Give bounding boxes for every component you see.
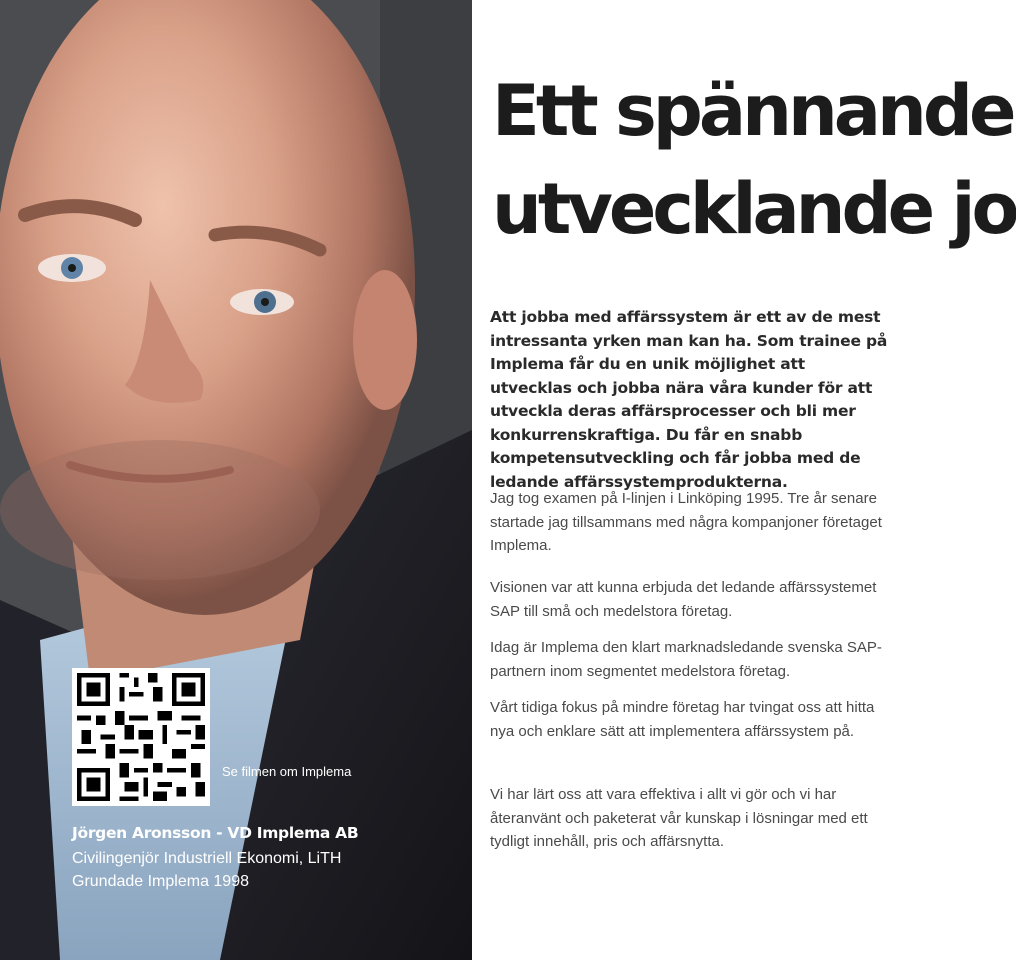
headline-line-2: utvecklande jo (492, 168, 1016, 250)
person-title: Civilingenjör Industriell Ekonomi, LiTH (72, 850, 342, 867)
body-paragraph-3: Idag är Implema den klart marknadsledande svenska SAP-partnern inom segmentet medelstora företag. (490, 639, 882, 680)
body-paragraph-2: Visionen var att kunna erbjuda det ledande affärssystemet SAP till små och medelstora företag. (490, 579, 877, 620)
qr-caption: Se filmen om Implema (222, 764, 352, 779)
body-paragraph-4: Vårt tidiga fokus på mindre företag har tvingat oss att hitta nya och enklare sätt att implementera affärssystem på. (490, 699, 875, 740)
intro-paragraph: Att jobba med affärssystem är ett av de mest intressanta yrken man kan ha. Som trainee på Implema får du en unik möjlighet att utvecklas och jobba nära våra kunder för att utveckla deras affärsprocesser och bli mer konkurrenskraftiga. Du får en snabb kompetensutveckling och får jobba med de ledande affärssystemprodukterna. (490, 308, 888, 491)
person-name: Jörgen Aronsson - VD Implema AB (72, 824, 359, 842)
body-paragraph-1: Jag tog examen på I-linjen i Linköping 1995. Tre år senare startade jag tillsammans med några kompanjoner företaget Implema. (490, 490, 882, 554)
portrait-photo (0, 0, 472, 960)
headline (492, 62, 1016, 252)
qr-code[interactable] (72, 668, 210, 806)
headline-line-1: Ett spännande (492, 70, 1013, 152)
portrait-photo-panel (0, 0, 472, 960)
body-paragraph-5: Vi har lärt oss att vara effektiva i allt vi gör och vi har återanvänt och paketerat vår kunskap i lösningar med ett tydligt innehåll, pris och affärsnytta. (490, 786, 868, 850)
person-founded: Grundade Implema 1998 (72, 873, 249, 890)
